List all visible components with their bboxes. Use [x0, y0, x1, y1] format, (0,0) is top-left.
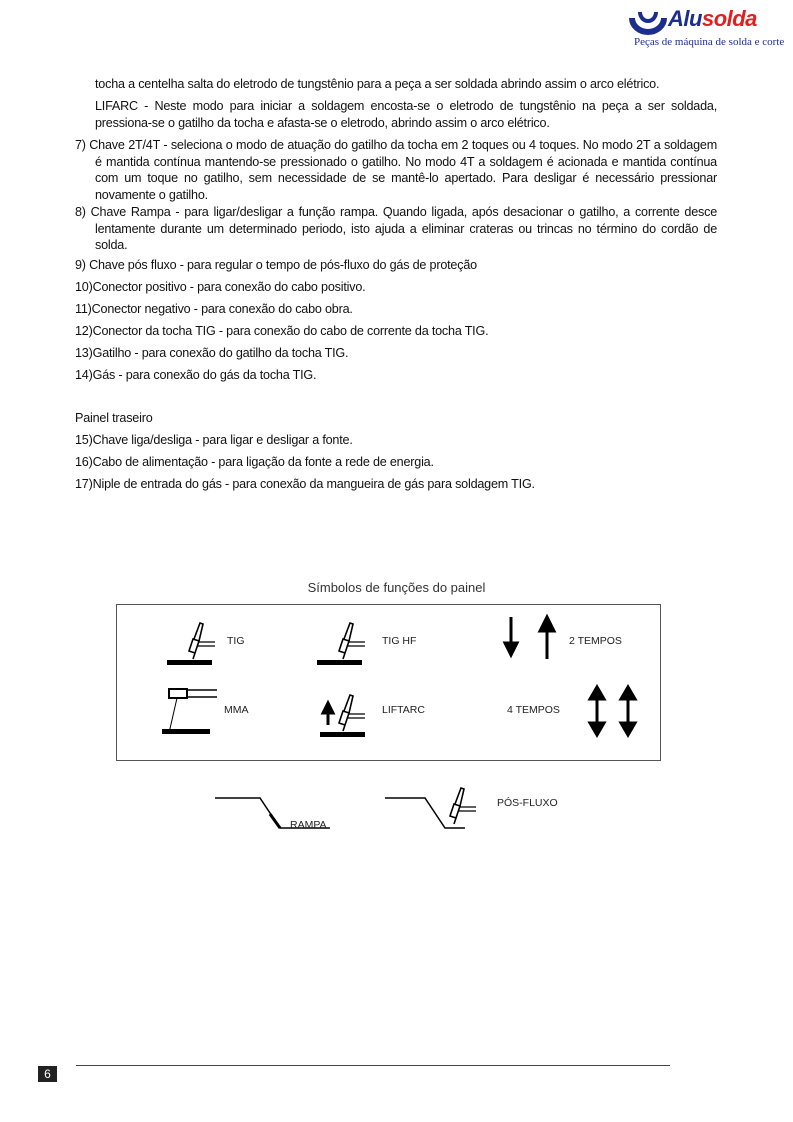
four-tempos-arrows-icon [590, 687, 635, 735]
list-item-17: 17)Niple de entrada do gás - para conexão da mangueira de gás para soldagem TIG. [75, 477, 535, 491]
rampa-pos-fluxo-drawings [210, 780, 480, 840]
list-item-9: 9) Chave pós fluxo - para regular o tempo de pós-fluxo do gás de proteção [75, 258, 477, 272]
list-item-12: 12)Conector da tocha TIG - para conexão do cabo de corrente da tocha TIG. [75, 324, 489, 338]
mma-label: MMA [224, 704, 249, 716]
list-item-13: 13)Gatilho - para conexão do gatilho da tocha TIG. [75, 346, 349, 360]
symbols-drawings [117, 605, 660, 760]
footer-divider [76, 1065, 670, 1066]
four-tempos-label: 4 TEMPOS [507, 704, 560, 716]
page-number: 6 [38, 1066, 57, 1082]
list-item-16: 16)Cabo de alimentação - para ligação da fonte a rede de energia. [75, 455, 434, 469]
tig-hf-torch-icon [317, 623, 365, 665]
list-item-7: 7) Chave 2T/4T - seleciona o modo de atuação do gatilho da tocha em 2 toques ou 4 toques. No modo 2T a soldagem é mantida contínua mantendo-se pressionado o gatilho. No modo 4T a soldagem é acionada e mantida contínua com um toque no gatilho, sem necessidade de se mantê-lo apertado. Para desligar é necessário pressionar novamente o gatilho. [75, 138, 717, 202]
list-item-15: 15)Chave liga/desliga - para ligar e desligar a fonte. [75, 433, 353, 447]
two-tempos-arrows-icon [505, 617, 554, 659]
symbols-panel [116, 604, 661, 761]
liftarc-torch-icon [320, 695, 365, 737]
tig-torch-icon [167, 623, 215, 665]
list-item-11: 11)Conector negativo - para conexão do cabo obra. [75, 302, 353, 316]
list-item-14: 14)Gás - para conexão do gás da tocha TIG. [75, 368, 317, 382]
paragraph-continuation: tocha a centelha salta do eletrodo de tungstênio para a peça a ser soldada abrindo assim o arco elétrico. [95, 77, 660, 91]
list-item-10: 10)Conector positivo - para conexão do cabo positivo. [75, 280, 366, 294]
mma-electrode-icon [162, 689, 217, 734]
logo-tagline: Peças de máquina de solda e corte [634, 36, 785, 48]
pos-fluxo-label: PÓS-FLUXO [497, 797, 558, 809]
rampa-label: RAMPA [290, 819, 327, 831]
tig-label: TIG [227, 635, 245, 647]
paragraph-liftarc: LIFARC - Neste modo para iniciar a soldagem encosta-se o eletrodo de tungstênio na peça a ser soldada, pressiona-se o gatilho da tocha e afasta-se o eletrodo, abrindo assim o arco elétrico. [95, 99, 717, 130]
symbols-caption: Símbolos de funções do painel [307, 580, 486, 595]
pos-fluxo-icon [385, 798, 465, 828]
rear-panel-title: Painel traseiro [75, 411, 153, 425]
logo-brand: Alusolda [668, 6, 757, 31]
list-item-8: 8) Chave Rampa - para ligar/desligar a função rampa. Quando ligada, após desacionar o gatilho, a corrente desce lentamente durante um determinado periodo, isto ajuda a eliminar crateras ou trincas no término do cordão de solda. [75, 205, 717, 252]
liftarc-label: LIFTARC [382, 704, 425, 716]
two-tempos-label: 2 TEMPOS [569, 635, 622, 647]
tig-hf-label: TIG HF [382, 635, 417, 647]
